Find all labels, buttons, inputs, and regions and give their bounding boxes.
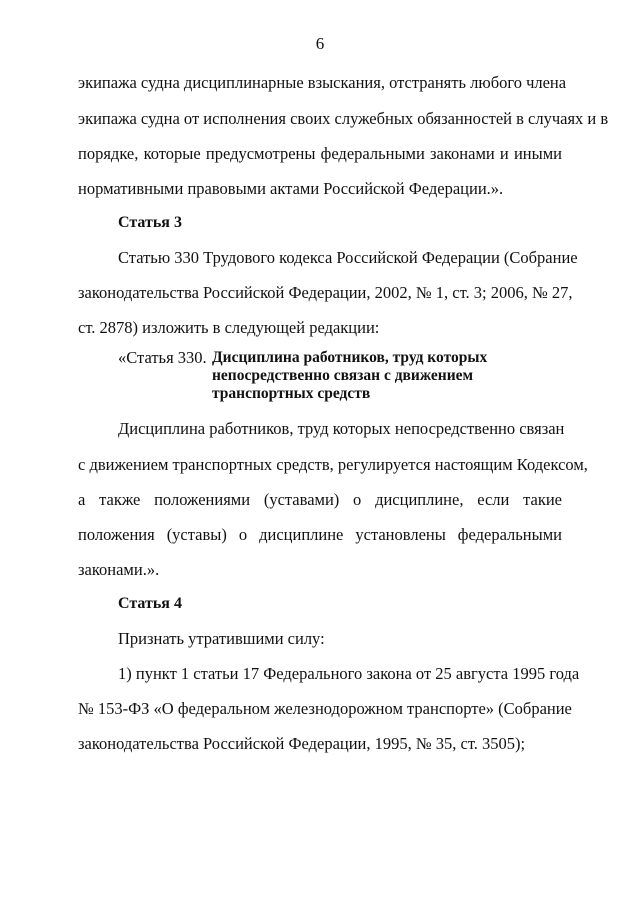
quoted-text-line: Дисциплина работников, труд которых непосредственно связан <box>118 419 565 438</box>
article-3-text-line: законодательства Российской Федерации, 2002, № 1, ст. 3; 2006, № 27, <box>78 283 573 302</box>
quoted-article-title-line: Дисциплина работников, труд которых <box>212 349 488 366</box>
quoted-text-line: с движением транспортных средств, регулируется настоящим Кодексом, <box>78 455 588 474</box>
article-3-text-line: Статью 330 Трудового кодекса Российской Федерации (Собрание <box>118 248 578 267</box>
paragraph-line: экипажа судна от исполнения своих служебных обязанностей в случаях и в <box>78 109 609 128</box>
page-number: 6 <box>315 34 325 53</box>
article-3-heading: Статья 3 <box>118 214 182 231</box>
article-4-item-line: законодательства Российской Федерации, 1995, № 35, ст. 3505); <box>78 734 526 753</box>
quoted-article-title-line: непосредственно связан с движением <box>212 367 474 384</box>
article-4-intro: Признать утратившими силу: <box>118 629 325 648</box>
quoted-article-title-line: транспортных средств <box>212 385 371 402</box>
quoted-text-line: а также положениями (уставами) о дисциплине, если такие <box>78 490 562 509</box>
paragraph-line: порядке, которые предусмотрены федеральными законами и иными <box>78 144 562 163</box>
article-3-text-line: ст. 2878) изложить в следующей редакции: <box>78 318 380 337</box>
quoted-article-label: «Статья 330. <box>118 348 207 367</box>
article-4-item-line: № 153-ФЗ «О федеральном железнодорожном транспорте» (Собрание <box>78 699 572 718</box>
paragraph-line: нормативными правовыми актами Российской Федерации.». <box>78 179 504 198</box>
paragraph-line: экипажа судна дисциплинарные взыскания, отстранять любого члена <box>78 73 567 92</box>
quoted-text-line: положения (уставы) о дисциплине установлены федеральными <box>78 525 562 544</box>
article-4-heading: Статья 4 <box>118 595 182 612</box>
article-4-item-line: 1) пункт 1 статьи 17 Федерального закона от 25 августа 1995 года <box>118 664 580 683</box>
quoted-text-line: законами.». <box>78 560 160 579</box>
